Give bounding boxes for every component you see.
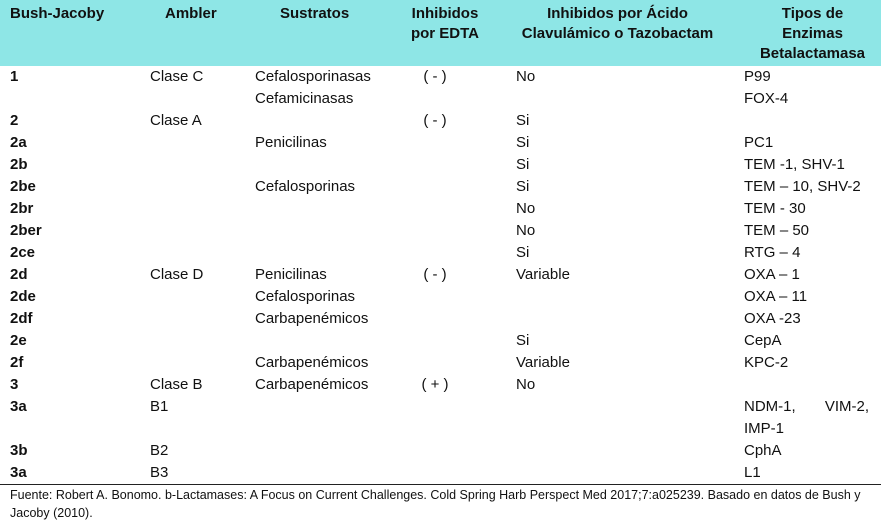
header-inhibidos-edta-line1: Inhibidos (411, 5, 479, 22)
cell-tipos: TEM -1, SHV-1 (744, 156, 845, 173)
cell-bush-jacoby: 2df (10, 310, 33, 327)
header-inhibidos-acido-line1: Inhibidos por Ácido (547, 5, 688, 22)
header-inhibidos-acido (500, 4, 735, 44)
cell-tipos: TEM – 50 (744, 222, 810, 239)
cell-tipos: TEM - 30 (744, 200, 806, 217)
header-tipos-line1: Tipos de (781, 5, 844, 22)
cell-acido: No (516, 68, 536, 85)
cell-edta: ( + ) (421, 376, 449, 393)
cell-ambler: Clase D (150, 266, 204, 283)
header-inhibidos-edta (395, 4, 495, 44)
header-inhibidos-acido-line2: Clavulámico o Tazobactam (521, 25, 714, 42)
cell-bush-jacoby: 2f (10, 354, 24, 371)
cell-acido: Si (516, 112, 530, 129)
cell-bush-jacoby: 2be (10, 178, 36, 195)
cell-bush-jacoby: 2a (10, 134, 27, 151)
header-bush-jacoby: Bush-Jacoby (10, 5, 105, 22)
cell-tipos: OXA – 1 (744, 266, 800, 283)
cell-tipos-line2: IMP-1 (744, 420, 785, 437)
cell-acido: Si (516, 332, 530, 349)
cell-bush-jacoby: 3b (10, 442, 28, 459)
cell-tipos: FOX-4 (744, 90, 789, 107)
cell-tipos: KPC-2 (744, 354, 789, 371)
cell-tipos: P99 (744, 68, 771, 85)
cell-edta: ( - ) (423, 68, 447, 85)
bottom-rule (0, 484, 881, 485)
cell-acido: Si (516, 134, 530, 151)
header-sustratos: Sustratos (280, 5, 350, 22)
cell-sustratos: Carbapenémicos (255, 354, 369, 371)
table-row (0, 396, 881, 440)
cell-tipos: CphA (744, 442, 782, 459)
cell-tipos: TEM – 10, SHV-2 (744, 178, 861, 195)
header-ambler: Ambler (165, 5, 217, 22)
cell-sustratos: Penicilinas (255, 266, 327, 283)
cell-ambler: Clase C (150, 68, 204, 85)
cell-bush-jacoby: 2d (10, 266, 28, 283)
cell-bush-jacoby: 2 (10, 112, 19, 129)
cell-sustratos: Cefamicinasas (255, 90, 354, 107)
cell-tipos: OXA -23 (744, 310, 801, 327)
cell-acido: No (516, 222, 536, 239)
cell-bush-jacoby: 1 (10, 68, 19, 85)
cell-acido: Si (516, 244, 530, 261)
cell-bush-jacoby: 3 (10, 376, 19, 393)
cell-acido: Variable (516, 266, 570, 283)
header-tipos-line2: Enzimas (782, 25, 843, 42)
cell-tipos: OXA – 11 (744, 288, 808, 305)
header-tipos-line3: Betalactamasa (759, 45, 866, 62)
header-tipos (744, 4, 881, 64)
cell-bush-jacoby: 2de (10, 288, 36, 305)
cell-ambler: B3 (150, 464, 169, 481)
table-header (0, 0, 881, 66)
cell-acido: Variable (516, 354, 570, 371)
cell-bush-jacoby: 2ber (10, 222, 42, 239)
cell-sustratos: Carbapenémicos (255, 310, 369, 327)
cell-bush-jacoby: 2ce (10, 244, 36, 261)
cell-tipos: CepA (744, 332, 782, 349)
cell-sustratos: Cefalosporinasas (255, 68, 371, 85)
cell-tipos: L1 (744, 464, 761, 481)
cell-ambler: B1 (150, 398, 169, 415)
cell-acido: Si (516, 156, 530, 173)
cell-bush-jacoby: 2b (10, 156, 28, 173)
cell-acido: Si (516, 178, 530, 195)
cell-sustratos: Cefalosporinas (255, 288, 356, 305)
cell-sustratos: Penicilinas (255, 134, 327, 151)
cell-acido: No (516, 200, 536, 217)
header-inhibidos-edta-line2: por EDTA (410, 25, 480, 42)
cell-ambler: Clase A (150, 112, 202, 129)
cell-ambler: Clase B (150, 376, 203, 393)
cell-bush-jacoby: 2e (10, 332, 27, 349)
cell-tipos-part-b: VIM-2, (824, 398, 869, 415)
cell-bush-jacoby: 2br (10, 200, 34, 217)
cell-tipos: PC1 (744, 134, 774, 151)
cell-tipos-part-a: NDM-1, (744, 398, 796, 415)
cell-edta: ( - ) (423, 266, 447, 283)
cell-bush-jacoby: 3a (10, 398, 27, 415)
cell-ambler: B2 (150, 442, 169, 459)
cell-acido: No (516, 376, 536, 393)
cell-bush-jacoby: 3a (10, 464, 27, 481)
cell-sustratos: Cefalosporinas (255, 178, 356, 195)
cell-edta: ( - ) (423, 112, 447, 129)
cell-tipos: RTG – 4 (744, 244, 801, 261)
source-footnote: Fuente: Robert A. Bonomo. b-Lactamases: A Focus on Current Challenges. Cold Spring Harb Perspect Med 2017;7:a025239. Basado en datos de Bush y Jacoby (2010). (10, 488, 861, 520)
cell-sustratos: Carbapenémicos (255, 376, 369, 393)
